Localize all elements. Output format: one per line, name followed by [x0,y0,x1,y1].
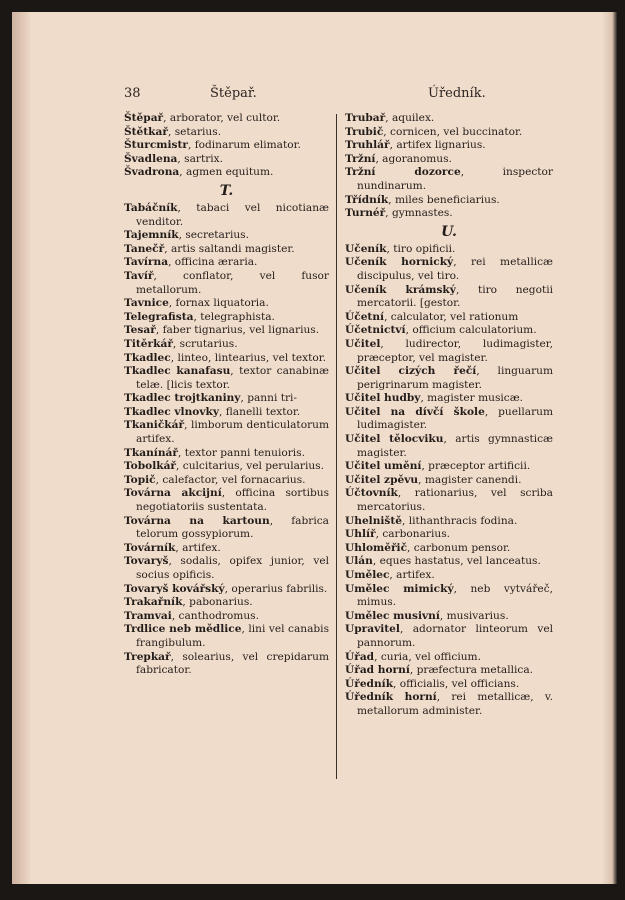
entry-headword: Upravitel [345,623,400,636]
entry-headword: Tkadlec vlnovky [124,405,219,418]
dictionary-entry [124,243,329,257]
right-entries-u [345,243,553,719]
entry-definition: , musivarius. [439,609,509,622]
entry-headword: Továrna na kartoun [124,514,270,527]
entry-definition: , officina sortibus negotiatoriis sustentata. [136,487,330,514]
entry-definition: , arborator, vel cultor. [163,112,281,124]
entry-headword: Učitel cizých řečí [345,365,477,378]
entry-headword: Tkaničkář [124,419,185,432]
dictionary-entry [345,338,553,365]
entry-headword: Štětkař [124,125,168,138]
entry-definition: , faber tignarius, vel lignarius. [155,324,320,337]
entry-definition: , calculator, vel rationum [384,310,519,323]
dictionary-entry [345,324,553,338]
dictionary-entry [124,297,329,311]
dictionary-entry [345,194,553,208]
dictionary-entry [345,583,553,610]
entry-definition: , fabrica telorum gossypiorum. [136,514,329,541]
entry-definition: , solearius, vel crepidarum fabricator. [136,650,329,677]
entry-headword: Trdlice neb mědlice [124,623,242,636]
entry-definition: , telegraphista. [193,310,275,323]
dictionary-entry [124,623,329,650]
entry-headword: Tkadlec kanafasu [124,365,231,378]
dictionary-entry [124,365,329,392]
entry-headword: Účetnictví [345,324,406,337]
dictionary-entry [124,406,329,420]
dictionary-entry [345,406,553,433]
entry-definition: , tabaci vel nicotianæ venditor. [136,201,329,228]
running-header [0,86,625,106]
entry-definition: , linguarum perigrinarum magister. [357,365,554,391]
entry-headword: Ulán [345,555,373,568]
entry-definition: , neb vytvářeč, mimus. [357,582,553,609]
entry-headword: Úředník [345,677,394,690]
entry-headword: Tabáčník [124,201,178,214]
dictionary-entry [124,338,329,352]
right-entries-t [345,112,553,221]
dictionary-entry [124,139,329,153]
entry-headword: Úřad horní [345,664,410,677]
entry-definition: , agoranomus. [375,152,452,165]
dictionary-entry [124,515,329,542]
dictionary-entry [345,153,553,167]
page-gutter [12,12,30,884]
dictionary-entry [345,555,553,569]
dictionary-entry [124,610,329,624]
dictionary-entry [345,664,553,678]
entry-definition: , præceptor artificii. [421,460,531,473]
entry-definition: , limborum denticulatorum artifex. [136,419,329,446]
entry-definition: , præfectura metallica. [409,664,534,677]
entry-definition: , officium calculatorium. [405,324,537,337]
entry-definition: , artifex lignarius. [389,139,486,152]
entry-headword: Učitel tělocviku [345,433,444,446]
dictionary-entry [345,392,553,406]
left-entries-s [124,112,329,180]
entry-headword: Tramvai [124,609,172,622]
entry-headword: Šturcmistr [124,139,188,152]
entry-headword: Turnéř [345,207,386,220]
entry-definition: , sartrix. [177,152,224,165]
entry-definition: , artifex. [175,541,221,554]
entry-headword: Úředník horní [345,691,437,704]
entry-definition: , cornicen, vel buccinator. [383,125,523,138]
entry-headword: Učitel zpěvu [345,473,419,486]
entry-headword: Umělec musivní [345,609,440,622]
entry-headword: Uhelniště [345,514,403,527]
dictionary-entry [124,270,329,297]
entry-headword: Učitel umění [345,460,422,473]
dictionary-entry [124,487,329,514]
entry-definition: , lithanthracis fodina. [402,514,518,527]
dictionary-entry [124,460,329,474]
entry-definition: , carbonarius. [375,528,451,541]
entry-definition: , secretarius. [178,229,249,242]
entry-headword: Tajemník [124,229,179,242]
entry-definition: , setarius. [167,125,222,138]
left-column [124,112,329,678]
entry-definition: , textor canabinæ telæ. [licis textor. [136,365,329,391]
entry-definition: , rei metallicæ discipulus, vel tiro. [357,256,553,282]
dictionary-entry [345,126,553,140]
entry-headword: Titěrkář [124,337,173,350]
dictionary-entry [345,207,553,221]
dictionary-entry [345,139,553,153]
dictionary-entry [124,392,329,406]
entry-headword: Tobolkář [124,460,177,473]
header-right-word: Úředník. [428,86,486,101]
entry-headword: Učitel hudby [345,392,421,405]
entry-definition: , magister musicæ. [420,392,524,405]
entry-headword: Telegrafista [124,310,194,323]
entry-headword: Učitel [345,337,381,350]
dictionary-entry [345,112,553,126]
entry-definition: , culcitarius, vel perularius. [176,460,324,473]
section-letter-u: U. [441,223,457,240]
entry-headword: Učeník [345,242,387,255]
dictionary-entry [124,474,329,488]
dictionary-entry [124,229,329,243]
column-divider [336,114,337,779]
entry-definition: , conflator, vel fusor metallorum. [136,269,329,296]
entry-headword: Trubič [345,125,384,138]
entry-definition: , fornax liquatoria. [168,297,269,310]
dictionary-entry [345,460,553,474]
entry-headword: Tesař [124,324,156,337]
right-column [345,112,553,719]
entry-headword: Truhlář [345,139,390,152]
entry-definition: , agmen equitum. [179,166,274,179]
dictionary-entry [345,243,553,257]
entry-headword: Trubař [345,112,386,124]
entry-headword: Učitel na dívčí škole [345,405,485,418]
entry-headword: Účetní [345,310,385,323]
entry-definition: , artifex. [389,569,435,581]
dictionary-entry [345,487,553,514]
entry-definition: , magister canendi. [418,473,522,486]
dictionary-entry [124,153,329,167]
section-letter-t: T. [219,182,234,199]
entry-headword: Tovaryš kovářský [124,582,225,595]
entry-headword: Uhloměřič [345,541,408,554]
dictionary-entry [345,528,553,542]
entry-headword: Tržní [345,152,376,165]
dictionary-entry [124,419,329,446]
dictionary-entry [345,542,553,556]
entry-headword: Švadrona [124,166,180,179]
entry-headword: Tkadlec trojtkaniny [124,392,241,405]
entry-definition: , sodalis, opifex junior, vel socius opificis. [136,555,329,581]
entry-headword: Švadlena [124,152,178,165]
entry-definition: , operarius fabrilis. [224,582,328,595]
entry-headword: Třídník [345,193,389,206]
dictionary-entry [124,583,329,597]
entry-headword: Trakařník [124,596,183,609]
dictionary-entry [124,256,329,270]
entry-definition: , adornator linteorum vel pannorum. [357,623,553,649]
page-edge [601,12,617,884]
dictionary-entry [345,678,553,692]
entry-headword: Tržní dozorce [345,166,461,179]
dictionary-entry [124,202,329,229]
entry-definition: , eques hastatus, vel lanceatus. [372,555,541,568]
entry-headword: Tanečř [124,242,165,255]
entry-headword: Tavnice [124,297,169,310]
dictionary-entry [345,691,553,718]
dictionary-entry [124,542,329,556]
dictionary-entry [124,352,329,366]
dictionary-entry [345,256,553,283]
entry-headword: Umělec [345,569,390,581]
dictionary-entry [345,166,553,193]
dictionary-entry [124,651,329,678]
entry-definition: , artis gymnasticæ magister. [357,433,553,459]
dictionary-entry [124,126,329,140]
entry-definition: , fodinarum elimator. [187,139,301,152]
entry-headword: Uhlíř [345,528,376,541]
entry-definition: , inspector nundinarum. [357,166,553,192]
entry-definition: , tiro opificii. [386,242,456,255]
dictionary-entry [124,324,329,338]
dictionary-entry [345,515,553,529]
entry-headword: Tavíř [124,269,154,282]
entry-headword: Tavírna [124,256,169,269]
entry-definition: , textor panni tenuioris. [177,446,305,459]
entry-definition: , calefactor, vel fornacarius. [155,473,306,486]
entry-definition: , puellarum ludimagister. [357,405,554,432]
dictionary-entry [124,166,329,180]
dictionary-entry [124,112,329,126]
entry-definition: , pabonarius. [182,596,253,609]
entry-definition: , rationarius, vel scriba mercatorius. [357,487,553,514]
entry-definition: , gymnastes. [385,207,453,220]
left-entries-t [124,202,329,678]
entry-headword: Tkanínář [124,446,178,459]
entry-definition: , artis saltandi magister. [164,242,295,255]
dictionary-entry [345,610,553,624]
entry-definition: , aquilex. [385,112,435,124]
entry-definition: , tiro negotii mercatorii. [gestor. [357,283,553,310]
entry-headword: Učeník krámský [345,283,456,296]
dictionary-entry [345,311,553,325]
entry-definition: , curia, vel officium. [374,650,481,663]
entry-headword: Topič [124,473,156,486]
entry-definition: , flanelli textor. [219,405,301,418]
entry-headword: Továrník [124,541,176,554]
entry-definition: , miles beneficiarius. [388,193,500,206]
page-number: 38 [124,86,141,101]
entry-definition: , carbonum pensor. [407,541,511,554]
dictionary-entry [345,433,553,460]
entry-definition: , ludirector, ludimagister, præceptor, vel magister. [357,337,553,364]
dictionary-entry [345,569,553,583]
entry-definition: , officialis, vel officians. [393,677,520,690]
entry-definition: , lini vel canabis frangibulum. [136,623,330,649]
entry-definition: , officina æraria. [168,256,258,269]
dictionary-entry [124,555,329,582]
entry-headword: Úřad [345,650,375,663]
entry-headword: Trepkař [124,650,171,663]
entry-headword: Tovaryš [124,555,169,568]
dictionary-entry [345,474,553,488]
entry-definition: , scrutarius. [172,337,238,350]
dictionary-entry [345,365,553,392]
entry-definition: , canthodromus. [171,609,259,622]
entry-headword: Umělec mimický [345,582,454,595]
dictionary-entry [345,623,553,650]
dictionary-entry [124,447,329,461]
header-left-word: Štěpař. [210,86,257,101]
entry-definition: , linteo, lintearius, vel textor. [170,351,326,364]
entry-headword: Továrna akcijní [124,487,222,500]
dictionary-entry [124,311,329,325]
dictionary-entry [345,651,553,665]
entry-definition: , panni tri- [240,392,297,405]
entry-definition: , rei metallicæ, v. metallorum administer. [357,691,553,717]
entry-headword: Štěpař [124,112,164,124]
dictionary-entry [345,284,553,311]
dictionary-entry [124,596,329,610]
entry-headword: Tkadlec [124,351,171,364]
entry-headword: Účtovník [345,487,398,500]
entry-headword: Učeník hornický [345,256,454,269]
